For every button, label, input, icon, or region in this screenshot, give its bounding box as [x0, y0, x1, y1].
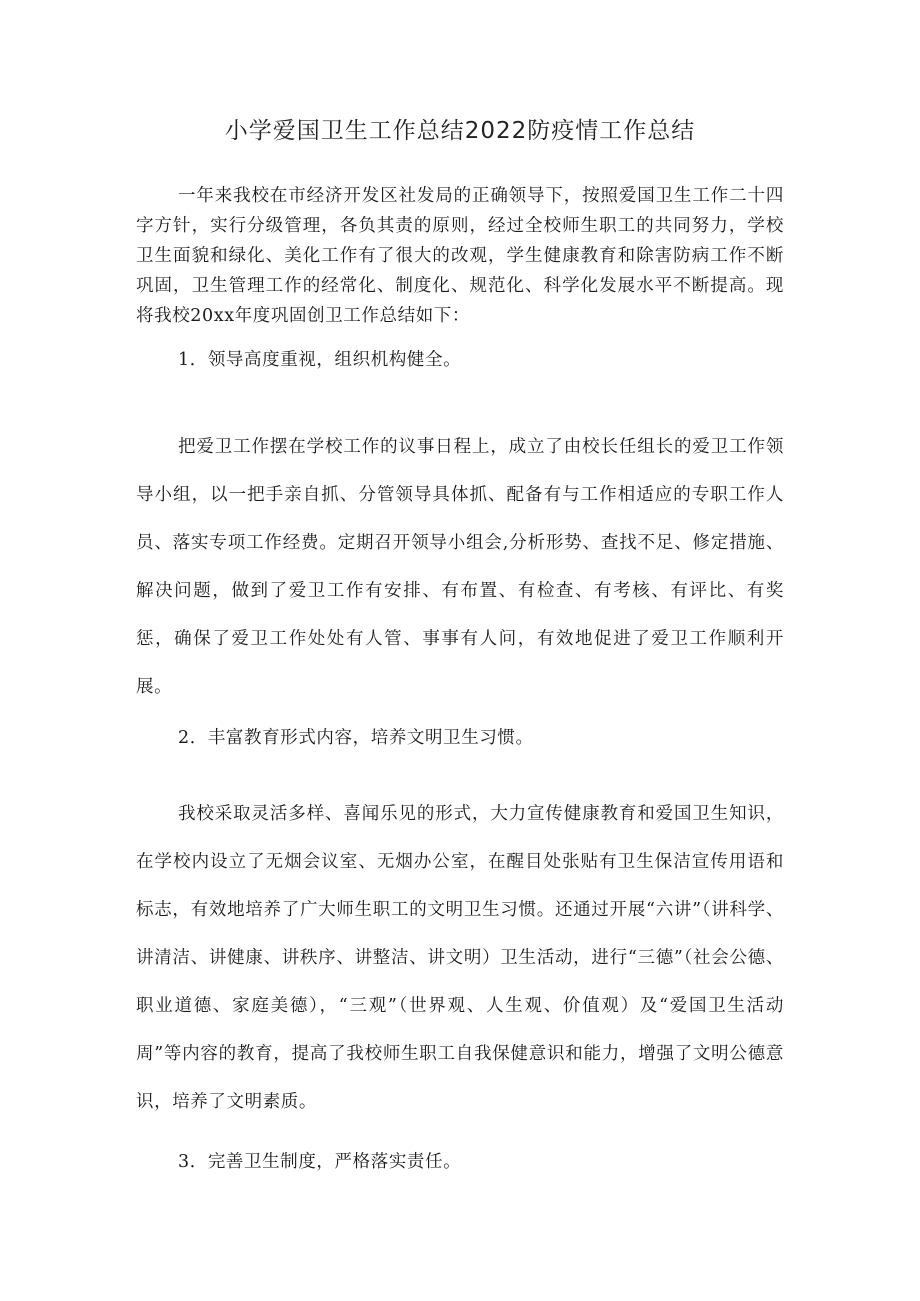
section-2-body: 我校采取灵活多样、喜闻乐见的形式，大力宣传健康教育和爱国卫生知识，在学校内设立了无烟会议室、无烟办公室，在醒目处张贴有卫生保洁宣传用语和标志，有效地培养了广大师生职工的文明卫生习惯。还通过开展“六讲”（讲科学、讲清洁、讲健康、讲秩序、讲整洁、讲文明）卫生活动，进行“三德”（社会公德、职业道德、家庭美德），“三观”（世界观、人生观、价值观）及“爱国卫生活动周”等内容的教育，提高了我校师生职工自我保健意识和能力，增强了文明公德意识，培养了文明素质。 — [136, 804, 784, 1112]
document-title: 小学爱国卫生工作总结2022防疫情工作总结 — [224, 118, 696, 144]
section-1-heading: 1．领导高度重视，组织机构健全。 — [178, 350, 462, 370]
section-2-heading: 2．丰富教育形式内容，培养文明卫生习惯。 — [178, 728, 534, 748]
section-1-body: 把爱卫工作摆在学校工作的议事日程上，成立了由校长任组长的爱卫工作领导小组，以一把手亲自抓、分管领导具体抓、配备有与工作相适应的专职工作人员、落实专项工作经费。定期召开领导小组会,分析形势、查找不足、修定措施、解决问题，做到了爱卫工作有安排、有布置、有检查、有考核、有评比、有奖惩，确保了爱卫工作处处有人管、事事有人问，有效地促进了爱卫工作顺利开展。 — [136, 437, 784, 697]
intro-paragraph: 一年来我校在市经济开发区社发局的正确领导下，按照爱国卫生工作二十四字方针，实行分级管理，各负其责的原则，经过全校师生职工的共同努力，学校卫生面貌和绿化、美化工作有了很大的改观，学生健康教育和除害防病工作不断巩固，卫生管理工作的经常化、制度化、规范化、科学化发展水平不断提高。现将我校20xx年度巩固创卫工作总结如下： — [136, 186, 784, 326]
section-3-heading: 3．完善卫生制度，严格落实责任。 — [178, 1152, 462, 1172]
